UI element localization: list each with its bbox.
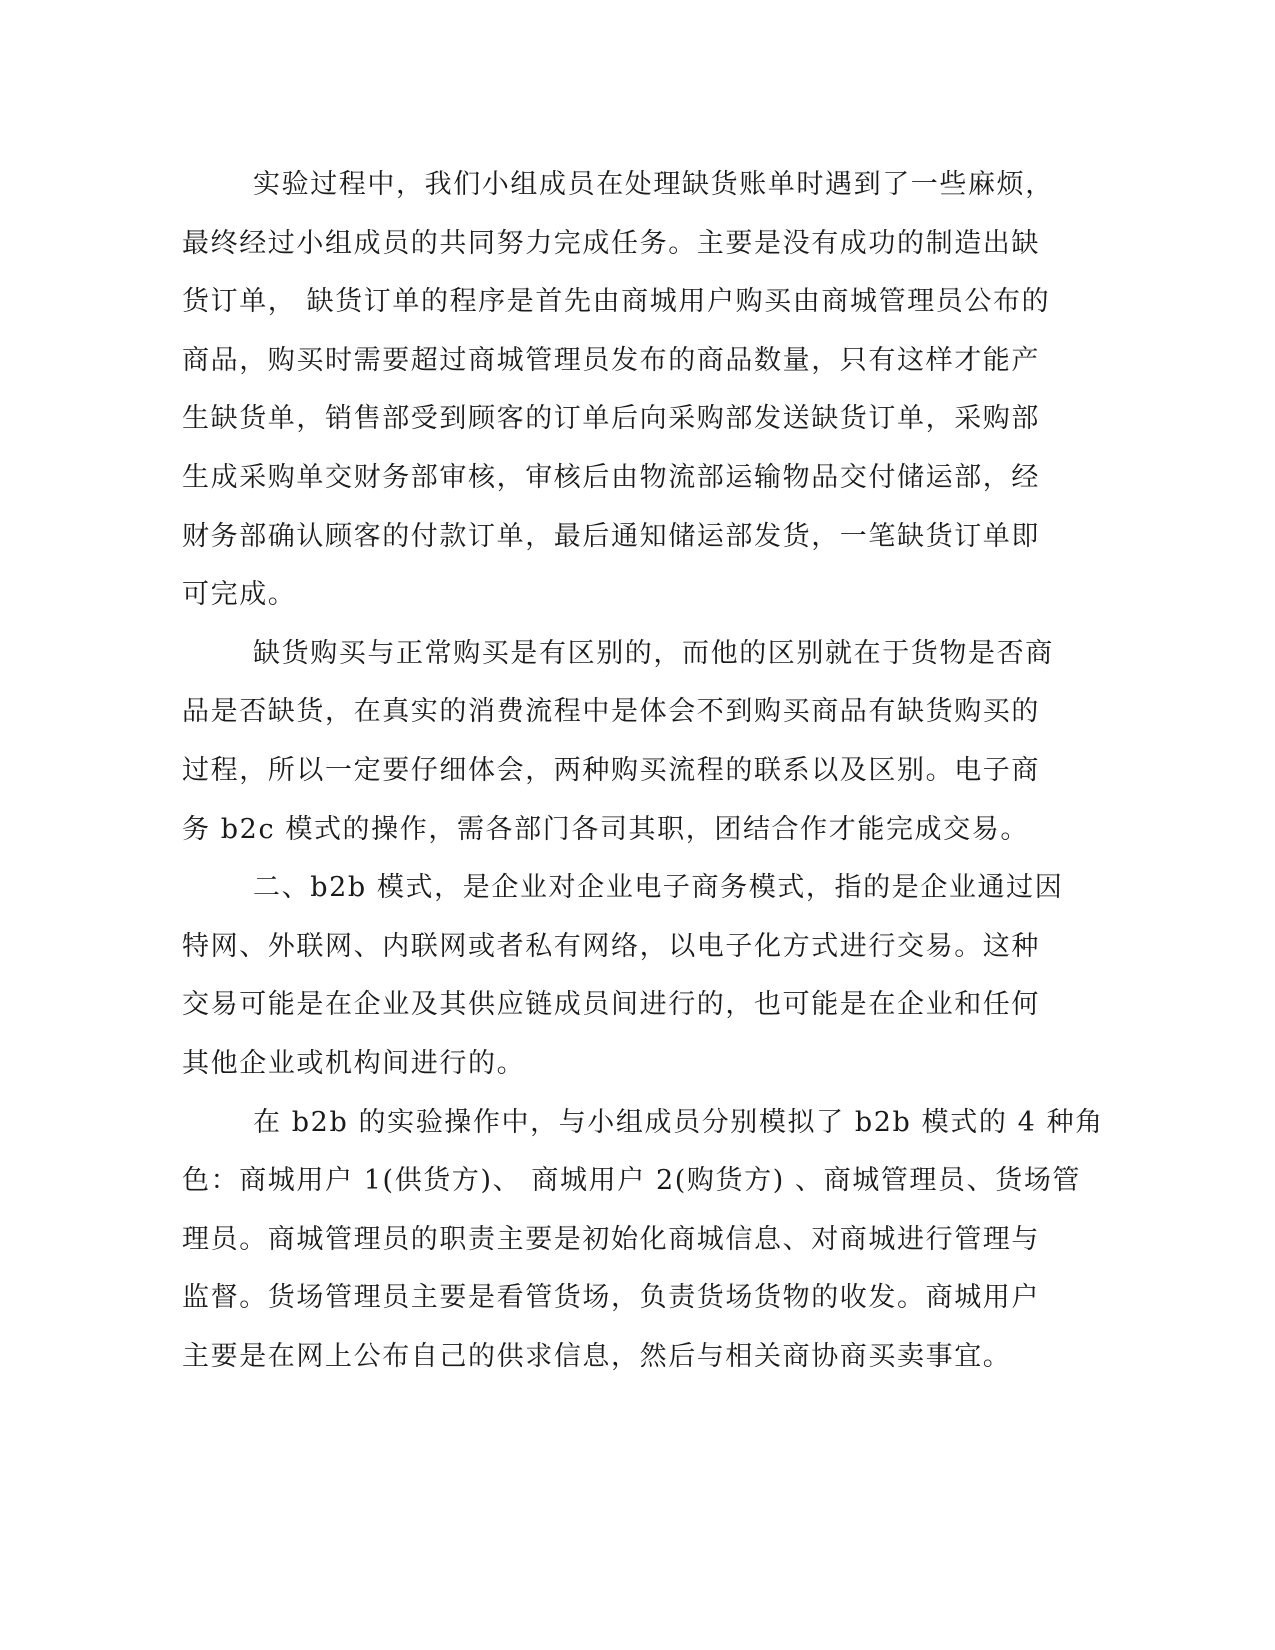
text-line: 理员。商城管理员的职责主要是初始化商城信息、对商城进行管理与 (182, 1223, 1040, 1255)
text-line: 主要是在网上公布自己的供求信息，然后与相关商协商买卖事宜。 (182, 1340, 1012, 1372)
text-line: 商品，购买时需要超过商城管理员发布的商品数量，只有这样才能产 (182, 344, 1040, 376)
text-line: 其他企业或机构间进行的。 (182, 1047, 526, 1079)
text-line: 监督。货场管理员主要是看管货场，负责货场货物的收发。商城用户 (182, 1282, 1040, 1314)
text-line: 货订单， 缺货订单的程序是首先由商城用户购买由商城管理员公布的 (182, 286, 1051, 318)
text-line: 品是否缺货，在真实的消费流程中是体会不到购买商品有缺货购买的 (182, 696, 1040, 728)
text-line: 特网、外联网、内联网或者私有网络，以电子化方式进行交易。这种 (182, 930, 1040, 962)
document-body (182, 156, 1104, 1386)
text-line: 二、b2b 模式，是企业对企业电子商务模式，指的是企业通过因 (253, 872, 1064, 904)
text-line: 财务部确认顾客的付款订单，最后通知储运部发货，一笔缺货订单即 (182, 520, 1040, 552)
text-line: 过程，所以一定要仔细体会，两种购买流程的联系以及区别。电子商 (182, 754, 1040, 786)
text-line: 最终经过小组成员的共同努力完成任务。主要是没有成功的制造出缺 (182, 227, 1040, 259)
paragraph-2 (182, 625, 1054, 859)
text-line: 生缺货单，销售部受到顾客的订单后向采购部发送缺货订单，采购部 (182, 403, 1040, 435)
paragraph-3 (182, 859, 1064, 1093)
paragraph-1 (182, 156, 1054, 625)
text-line: 务 b2c 模式的操作，需各部门各司其职，团结合作才能完成交易。 (182, 813, 1029, 845)
paragraph-4 (182, 1094, 1104, 1387)
text-line: 生成采购单交财务部审核，审核后由物流部运输物品交付储运部，经 (182, 461, 1040, 493)
text-line: 交易可能是在企业及其供应链成员间进行的，也可能是在企业和任何 (182, 989, 1040, 1021)
text-line: 色：商城用户 1(供货方)、 商城用户 2(购货方) 、商城管理员、货场管 (182, 1165, 1082, 1197)
text-line: 缺货购买与正常购买是有区别的，而他的区别就在于货物是否商 (253, 637, 1054, 669)
text-line: 实验过程中，我们小组成员在处理缺货账单时遇到了一些麻烦， (253, 169, 1054, 200)
text-line: 可完成。 (182, 579, 297, 611)
text-line: 在 b2b 的实验操作中，与小组成员分别模拟了 b2b 模式的 4 种角 (253, 1106, 1104, 1138)
